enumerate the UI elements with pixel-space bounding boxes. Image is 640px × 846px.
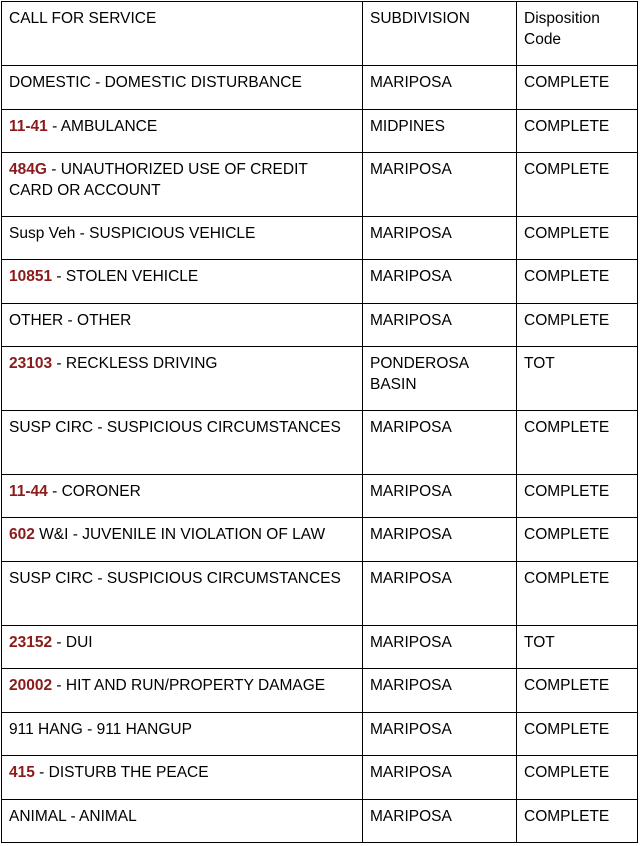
table-row <box>2 347 638 411</box>
call-for-service-cell <box>2 562 363 626</box>
call-for-service-cell <box>2 304 363 347</box>
call-code: 23152 <box>9 634 53 651</box>
call-code: 415 <box>9 764 35 781</box>
table-row <box>2 260 638 304</box>
disposition-cell: COMPLETE <box>517 110 638 153</box>
subdivision-cell: MARIPOSA <box>363 66 517 110</box>
call-for-service-cell <box>2 800 363 843</box>
table-row <box>2 411 638 475</box>
subdivision-cell: MARIPOSA <box>363 756 517 800</box>
subdivision-cell: PONDEROSA BASIN <box>363 347 517 411</box>
call-description: - STOLEN VEHICLE <box>52 268 199 285</box>
call-for-service-cell <box>2 756 363 800</box>
subdivision-cell: MARIPOSA <box>363 217 517 260</box>
call-for-service-cell <box>2 260 363 304</box>
call-description: - DISTURB THE PEACE <box>34 764 209 781</box>
disposition-cell: COMPLETE <box>517 304 638 347</box>
subdivision-cell: MARIPOSA <box>363 800 517 843</box>
call-description: SUSP CIRC - SUSPICIOUS CIRCUMSTANCES <box>9 419 341 436</box>
subdivision-cell: MARIPOSA <box>363 153 517 217</box>
disposition-cell: COMPLETE <box>517 562 638 626</box>
call-for-service-cell <box>2 669 363 713</box>
disposition-cell: COMPLETE <box>517 153 638 217</box>
call-description: - DUI <box>52 634 93 651</box>
call-code: 10851 <box>9 268 53 285</box>
call-code: 20002 <box>9 677 53 694</box>
table-row <box>2 110 638 153</box>
subdivision-cell: MARIPOSA <box>363 475 517 518</box>
subdivision-cell: MIDPINES <box>363 110 517 153</box>
disposition-cell: COMPLETE <box>517 475 638 518</box>
disposition-cell: COMPLETE <box>517 669 638 713</box>
table-row <box>2 518 638 562</box>
table-row <box>2 756 638 800</box>
disposition-cell: COMPLETE <box>517 756 638 800</box>
table-row <box>2 217 638 260</box>
call-for-service-cell <box>2 347 363 411</box>
table-row <box>2 800 638 843</box>
subdivision-cell: MARIPOSA <box>363 260 517 304</box>
subdivision-cell: MARIPOSA <box>363 626 517 669</box>
call-for-service-cell <box>2 153 363 217</box>
disposition-cell: TOT <box>517 347 638 411</box>
call-for-service-cell <box>2 475 363 518</box>
disposition-cell: COMPLETE <box>517 66 638 110</box>
call-code: 484G <box>9 161 47 178</box>
table-row <box>2 669 638 713</box>
call-for-service-cell <box>2 518 363 562</box>
subdivision-cell: MARIPOSA <box>363 411 517 475</box>
table-body <box>2 2 638 843</box>
call-description: Susp Veh - SUSPICIOUS VEHICLE <box>9 225 256 242</box>
table-row <box>2 153 638 217</box>
call-code: 11-44 <box>9 483 48 500</box>
call-description: DOMESTIC - DOMESTIC DISTURBANCE <box>9 74 302 91</box>
call-for-service-cell <box>2 713 363 756</box>
call-description: - UNAUTHORIZED USE OF CREDIT CARD OR ACCOUNT <box>9 161 308 199</box>
call-description: SUSP CIRC - SUSPICIOUS CIRCUMSTANCES <box>9 570 341 587</box>
call-description: - AMBULANCE <box>47 118 158 135</box>
disposition-cell: COMPLETE <box>517 800 638 843</box>
call-description: - HIT AND RUN/PROPERTY DAMAGE <box>52 677 326 694</box>
call-for-service-cell <box>2 66 363 110</box>
subdivision-cell: MARIPOSA <box>363 518 517 562</box>
subdivision-cell: MARIPOSA <box>363 713 517 756</box>
call-for-service-cell <box>2 110 363 153</box>
calls-for-service-table <box>1 1 638 843</box>
table-row <box>2 626 638 669</box>
table-row <box>2 562 638 626</box>
call-for-service-cell <box>2 217 363 260</box>
call-description: OTHER - OTHER <box>9 312 132 329</box>
call-description: W&I - JUVENILE IN VIOLATION OF LAW <box>34 526 326 543</box>
table-row <box>2 713 638 756</box>
header-row <box>2 2 638 66</box>
header-subdivision: SUBDIVISION <box>363 2 517 66</box>
table-row <box>2 475 638 518</box>
call-code: 11-41 <box>9 118 48 135</box>
call-description: - RECKLESS DRIVING <box>52 355 218 372</box>
call-description: ANIMAL - ANIMAL <box>9 808 137 825</box>
header-call-for-service: CALL FOR SERVICE <box>2 2 363 66</box>
subdivision-cell: MARIPOSA <box>363 304 517 347</box>
table-row <box>2 66 638 110</box>
call-code: 602 <box>9 526 35 543</box>
call-for-service-cell <box>2 626 363 669</box>
table-row <box>2 304 638 347</box>
disposition-cell: COMPLETE <box>517 518 638 562</box>
call-description: 911 HANG - 911 HANGUP <box>9 721 192 738</box>
disposition-cell: TOT <box>517 626 638 669</box>
disposition-cell: COMPLETE <box>517 713 638 756</box>
call-description: - CORONER <box>47 483 141 500</box>
subdivision-cell: MARIPOSA <box>363 562 517 626</box>
call-code: 23103 <box>9 355 53 372</box>
header-disposition-code: Disposition Code <box>517 2 638 66</box>
call-for-service-cell <box>2 411 363 475</box>
disposition-cell: COMPLETE <box>517 217 638 260</box>
subdivision-cell: MARIPOSA <box>363 669 517 713</box>
disposition-cell: COMPLETE <box>517 260 638 304</box>
disposition-cell: COMPLETE <box>517 411 638 475</box>
